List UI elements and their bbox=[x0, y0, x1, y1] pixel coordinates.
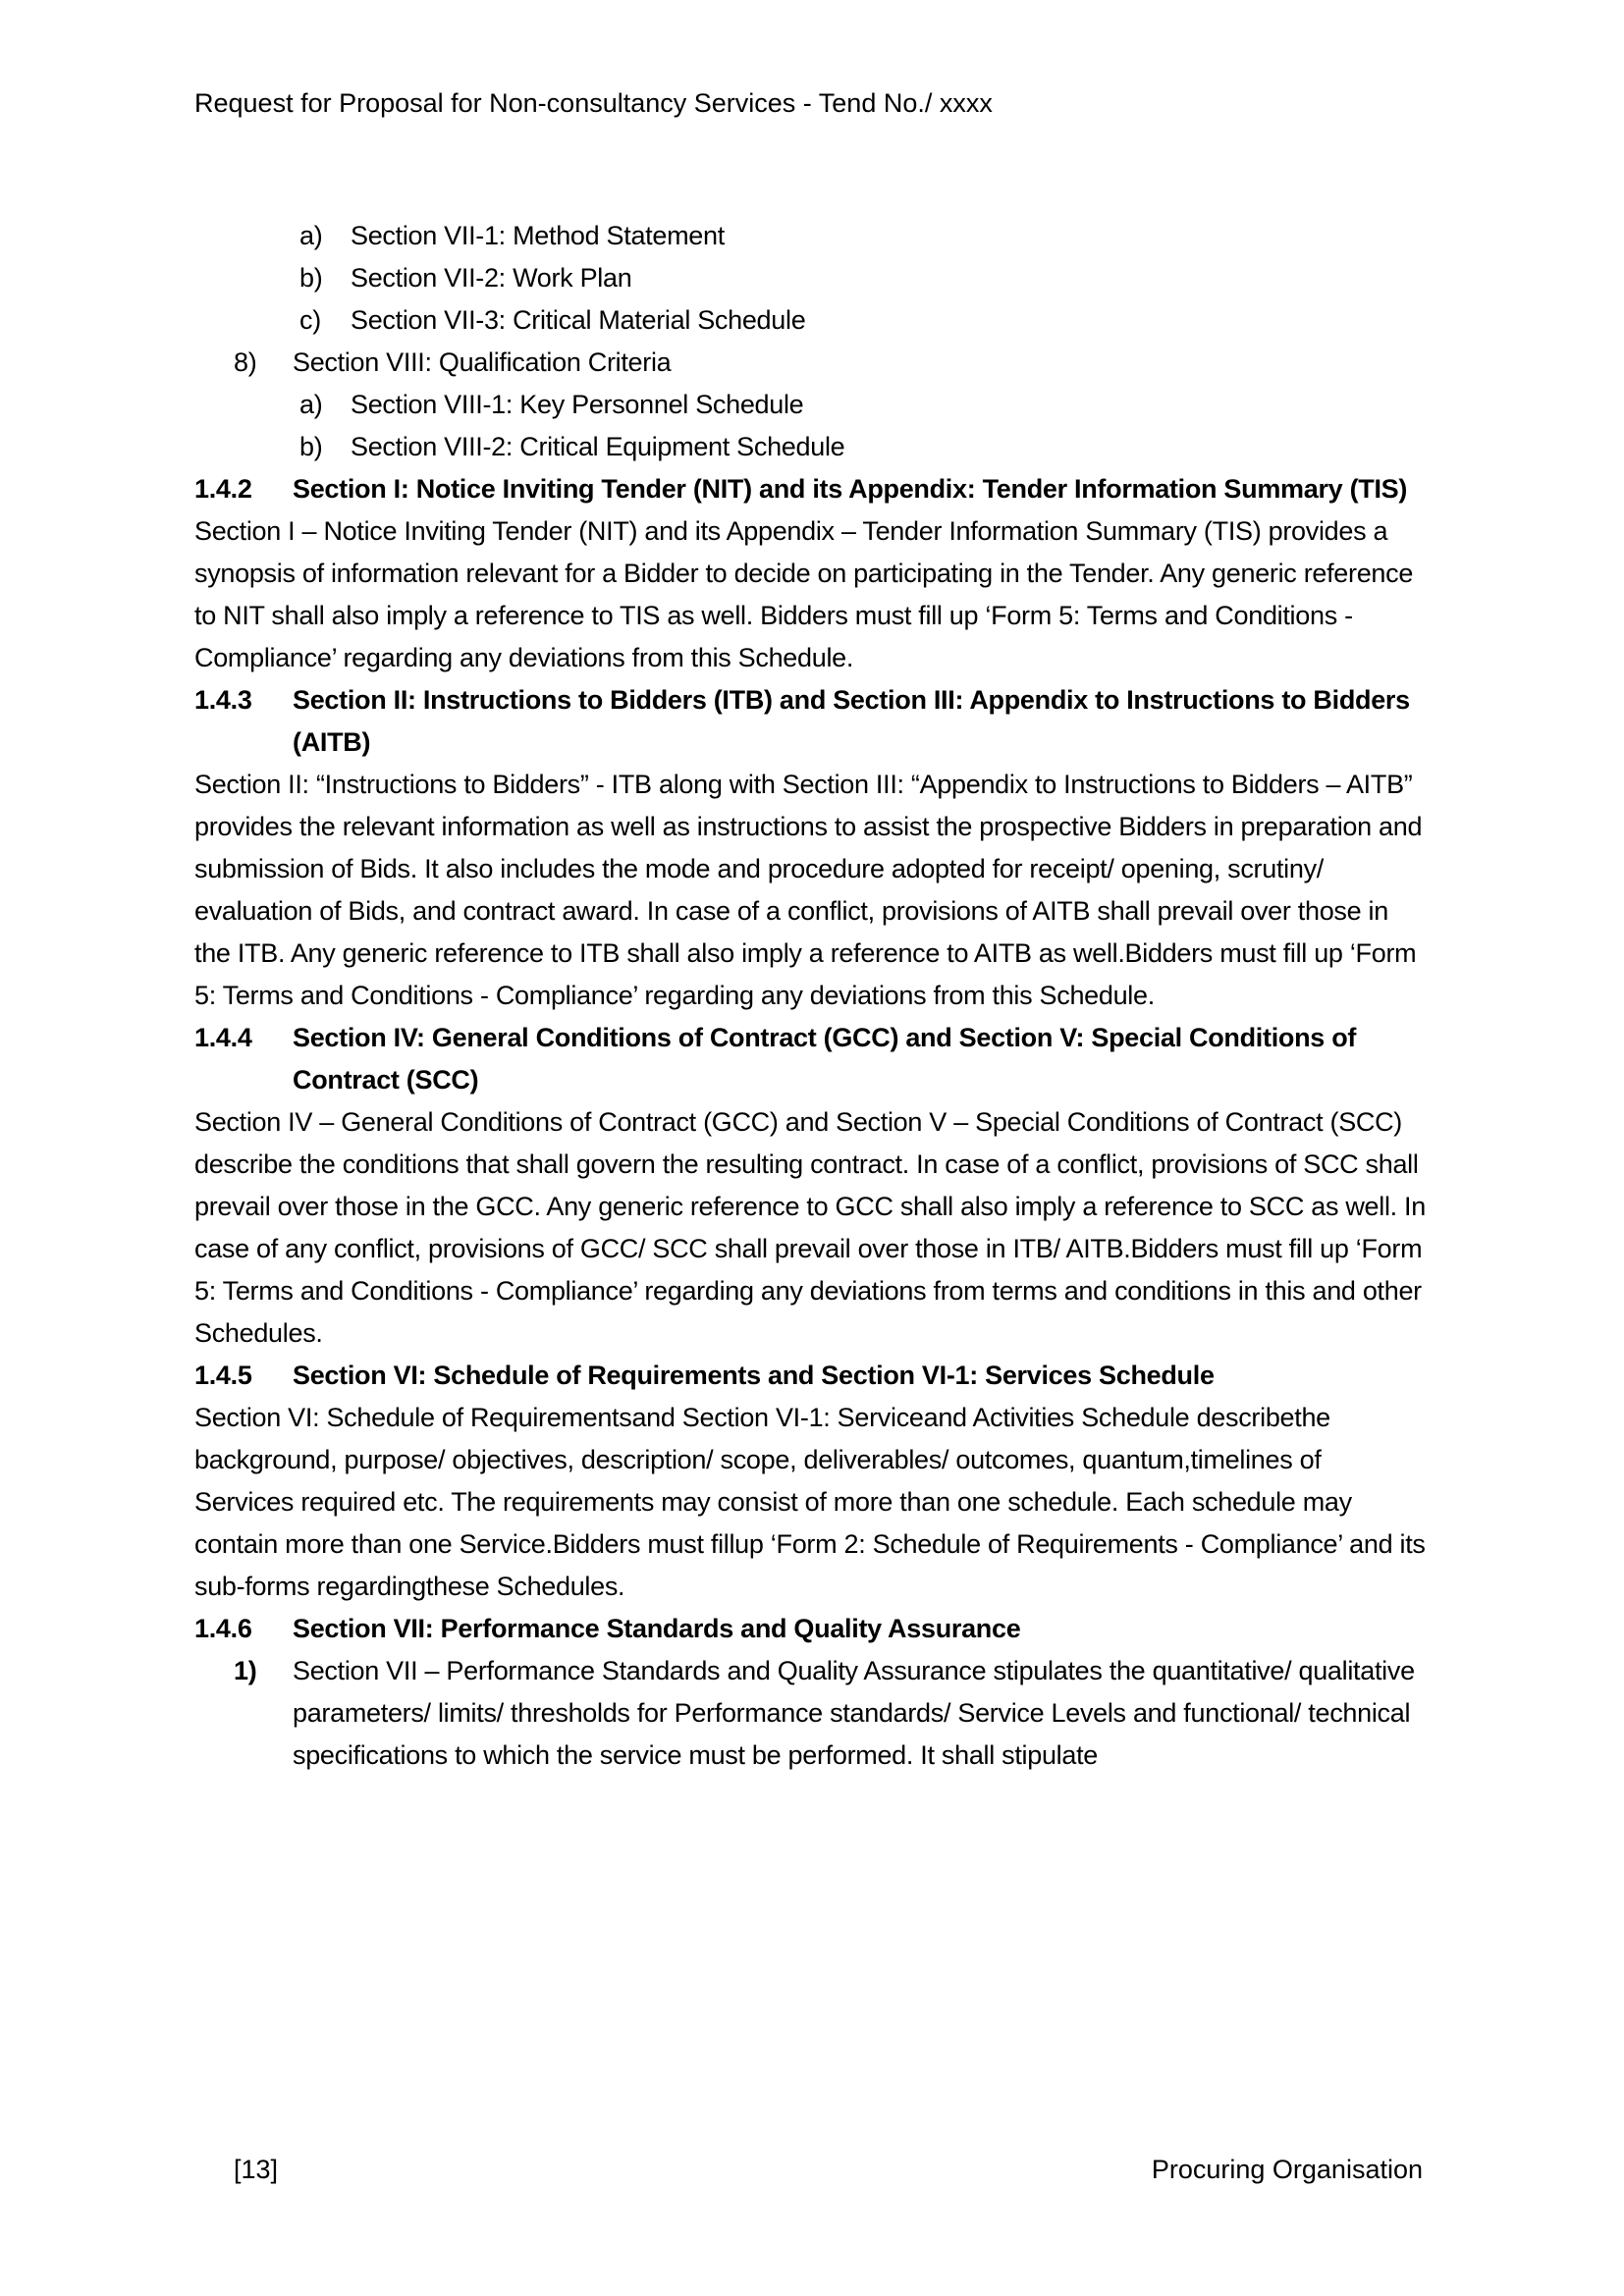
section-number: 1.4.3 bbox=[194, 685, 252, 715]
section-paragraph-1-4-2: Section I – Notice Inviting Tender (NIT) and its Appendix – Tender Information Summary (TIS) provides a synopsis of information relevant for a Bidder to decide on participating in the Tender. Any generic reference to NIT shall also imply a reference to TIS as well. Bidders must fill up ‘Form 5: Terms and Conditions - Compliance’ regarding any deviations from this Schedule. bbox=[194, 516, 1414, 672]
section-heading-1-4-4 bbox=[194, 1017, 1426, 1101]
section-paragraph-1-4-5: Section VI: Schedule of Requirementsand Section VI-1: Serviceand Activities Schedule describethe background, purpose/ objectives, description/ scope, deliverables/ outcomes, quantum,timelines of Services required etc. The requirements may consist of more than one schedule. Each schedule may contain more than one Service.Bidders must fillup ‘Form 2: Schedule of Requirements - Compliance’ and its sub-forms regardingthese Schedules. bbox=[194, 1403, 1426, 1601]
toc-item bbox=[194, 257, 1426, 299]
section-heading-text: Section VI: Schedule of Requirements and Section VI-1: Services Schedule bbox=[293, 1361, 1215, 1390]
section-paragraph-1-4-3: Section II: “Instructions to Bidders” - ITB along with Section III: “Appendix to Instructions to Bidders – AITB” provides the relevant information as well as instructions to assist the prospective Bidders in preparation and submission of Bids. It also includes the mode and procedure adopted for receipt/ opening, scrutiny/ evaluation of Bids, and contract award. In case of a conflict, provisions of AITB shall prevail over those in the ITB. Any generic reference to ITB shall also imply a reference to AITB as well.Bidders must fill up ‘Form 5: Terms and Conditions - Compliance’ regarding any deviations from this Schedule. bbox=[194, 770, 1423, 1010]
toc-item-label: Section VIII: Qualification Criteria bbox=[293, 347, 672, 377]
toc-sublist-vii bbox=[194, 215, 1426, 342]
section-heading-text: Section II: Instructions to Bidders (ITB) and Section III: Appendix to Instructions to Bidders (AITB) bbox=[293, 685, 1410, 757]
section-heading-1-4-6 bbox=[194, 1608, 1426, 1650]
toc-item-label: Section VII-1: Method Statement bbox=[351, 221, 725, 250]
toc-sublist-viii bbox=[194, 384, 1426, 468]
toc-item bbox=[194, 384, 1426, 426]
section-number: 1.4.6 bbox=[194, 1614, 252, 1643]
numbered-item-text: Section VII – Performance Standards and Quality Assurance stipulates the quantitative/ qualitative parameters/ limits/ thresholds for Performance standards/ Service Levels and functional/ technical specifications to which the service must be performed. It shall stipulate bbox=[293, 1656, 1415, 1770]
page-header-title: Request for Proposal for Non-consultancy Services - Tend No./ xxxx bbox=[194, 88, 993, 118]
toc-item-8 bbox=[194, 342, 1426, 384]
list-marker: a) bbox=[299, 390, 323, 419]
section-heading-text: Section IV: General Conditions of Contract (GCC) and Section V: Special Conditions of Contract (SCC) bbox=[293, 1023, 1357, 1095]
toc-item bbox=[194, 426, 1426, 468]
section-paragraph-1-4-4: Section IV – General Conditions of Contract (GCC) and Section V – Special Conditions of Contract (SCC) describe the conditions that shall govern the resulting contract. In case of a conflict, provisions of SCC shall prevail over those in the GCC. Any generic reference to GCC shall also imply a reference to SCC as well. In case of any conflict, provisions of GCC/ SCC shall prevail over those in ITB/ AITB.Bidders must fill up ‘Form 5: Terms and Conditions - Compliance’ regarding any deviations from terms and conditions in this and other Schedules. bbox=[194, 1107, 1426, 1348]
toc-item-label: Section VII-3: Critical Material Schedule bbox=[351, 305, 806, 335]
toc-item-label: Section VIII-1: Key Personnel Schedule bbox=[351, 390, 804, 419]
section-number: 1.4.2 bbox=[194, 474, 252, 504]
section-heading-1-4-5 bbox=[194, 1355, 1426, 1397]
page-number: [13] bbox=[234, 2155, 279, 2184]
page-footer bbox=[234, 2153, 1423, 2186]
toc-item-label: Section VIII-2: Critical Equipment Schedule bbox=[351, 432, 845, 461]
toc-item bbox=[194, 215, 1426, 257]
list-marker: b) bbox=[299, 263, 323, 293]
toc-item bbox=[194, 299, 1426, 342]
list-marker: 1) bbox=[234, 1656, 257, 1685]
section-number: 1.4.5 bbox=[194, 1361, 252, 1390]
document-body bbox=[194, 0, 1426, 1777]
toc-item-label: Section VII-2: Work Plan bbox=[351, 263, 632, 293]
section-heading-1-4-3 bbox=[194, 679, 1426, 764]
list-marker: c) bbox=[299, 305, 321, 335]
numbered-item-1 bbox=[194, 1650, 1426, 1777]
list-marker: 8) bbox=[234, 347, 257, 377]
footer-org: Procuring Organisation bbox=[1151, 2155, 1423, 2184]
list-marker: a) bbox=[299, 221, 323, 250]
section-number: 1.4.4 bbox=[194, 1023, 252, 1052]
section-heading-text: Section VII: Performance Standards and Quality Assurance bbox=[293, 1614, 1021, 1643]
list-marker: b) bbox=[299, 432, 323, 461]
section-heading-text: Section I: Notice Inviting Tender (NIT) and its Appendix: Tender Information Summary (TIS) bbox=[293, 474, 1408, 504]
section-heading-1-4-2 bbox=[194, 468, 1426, 510]
